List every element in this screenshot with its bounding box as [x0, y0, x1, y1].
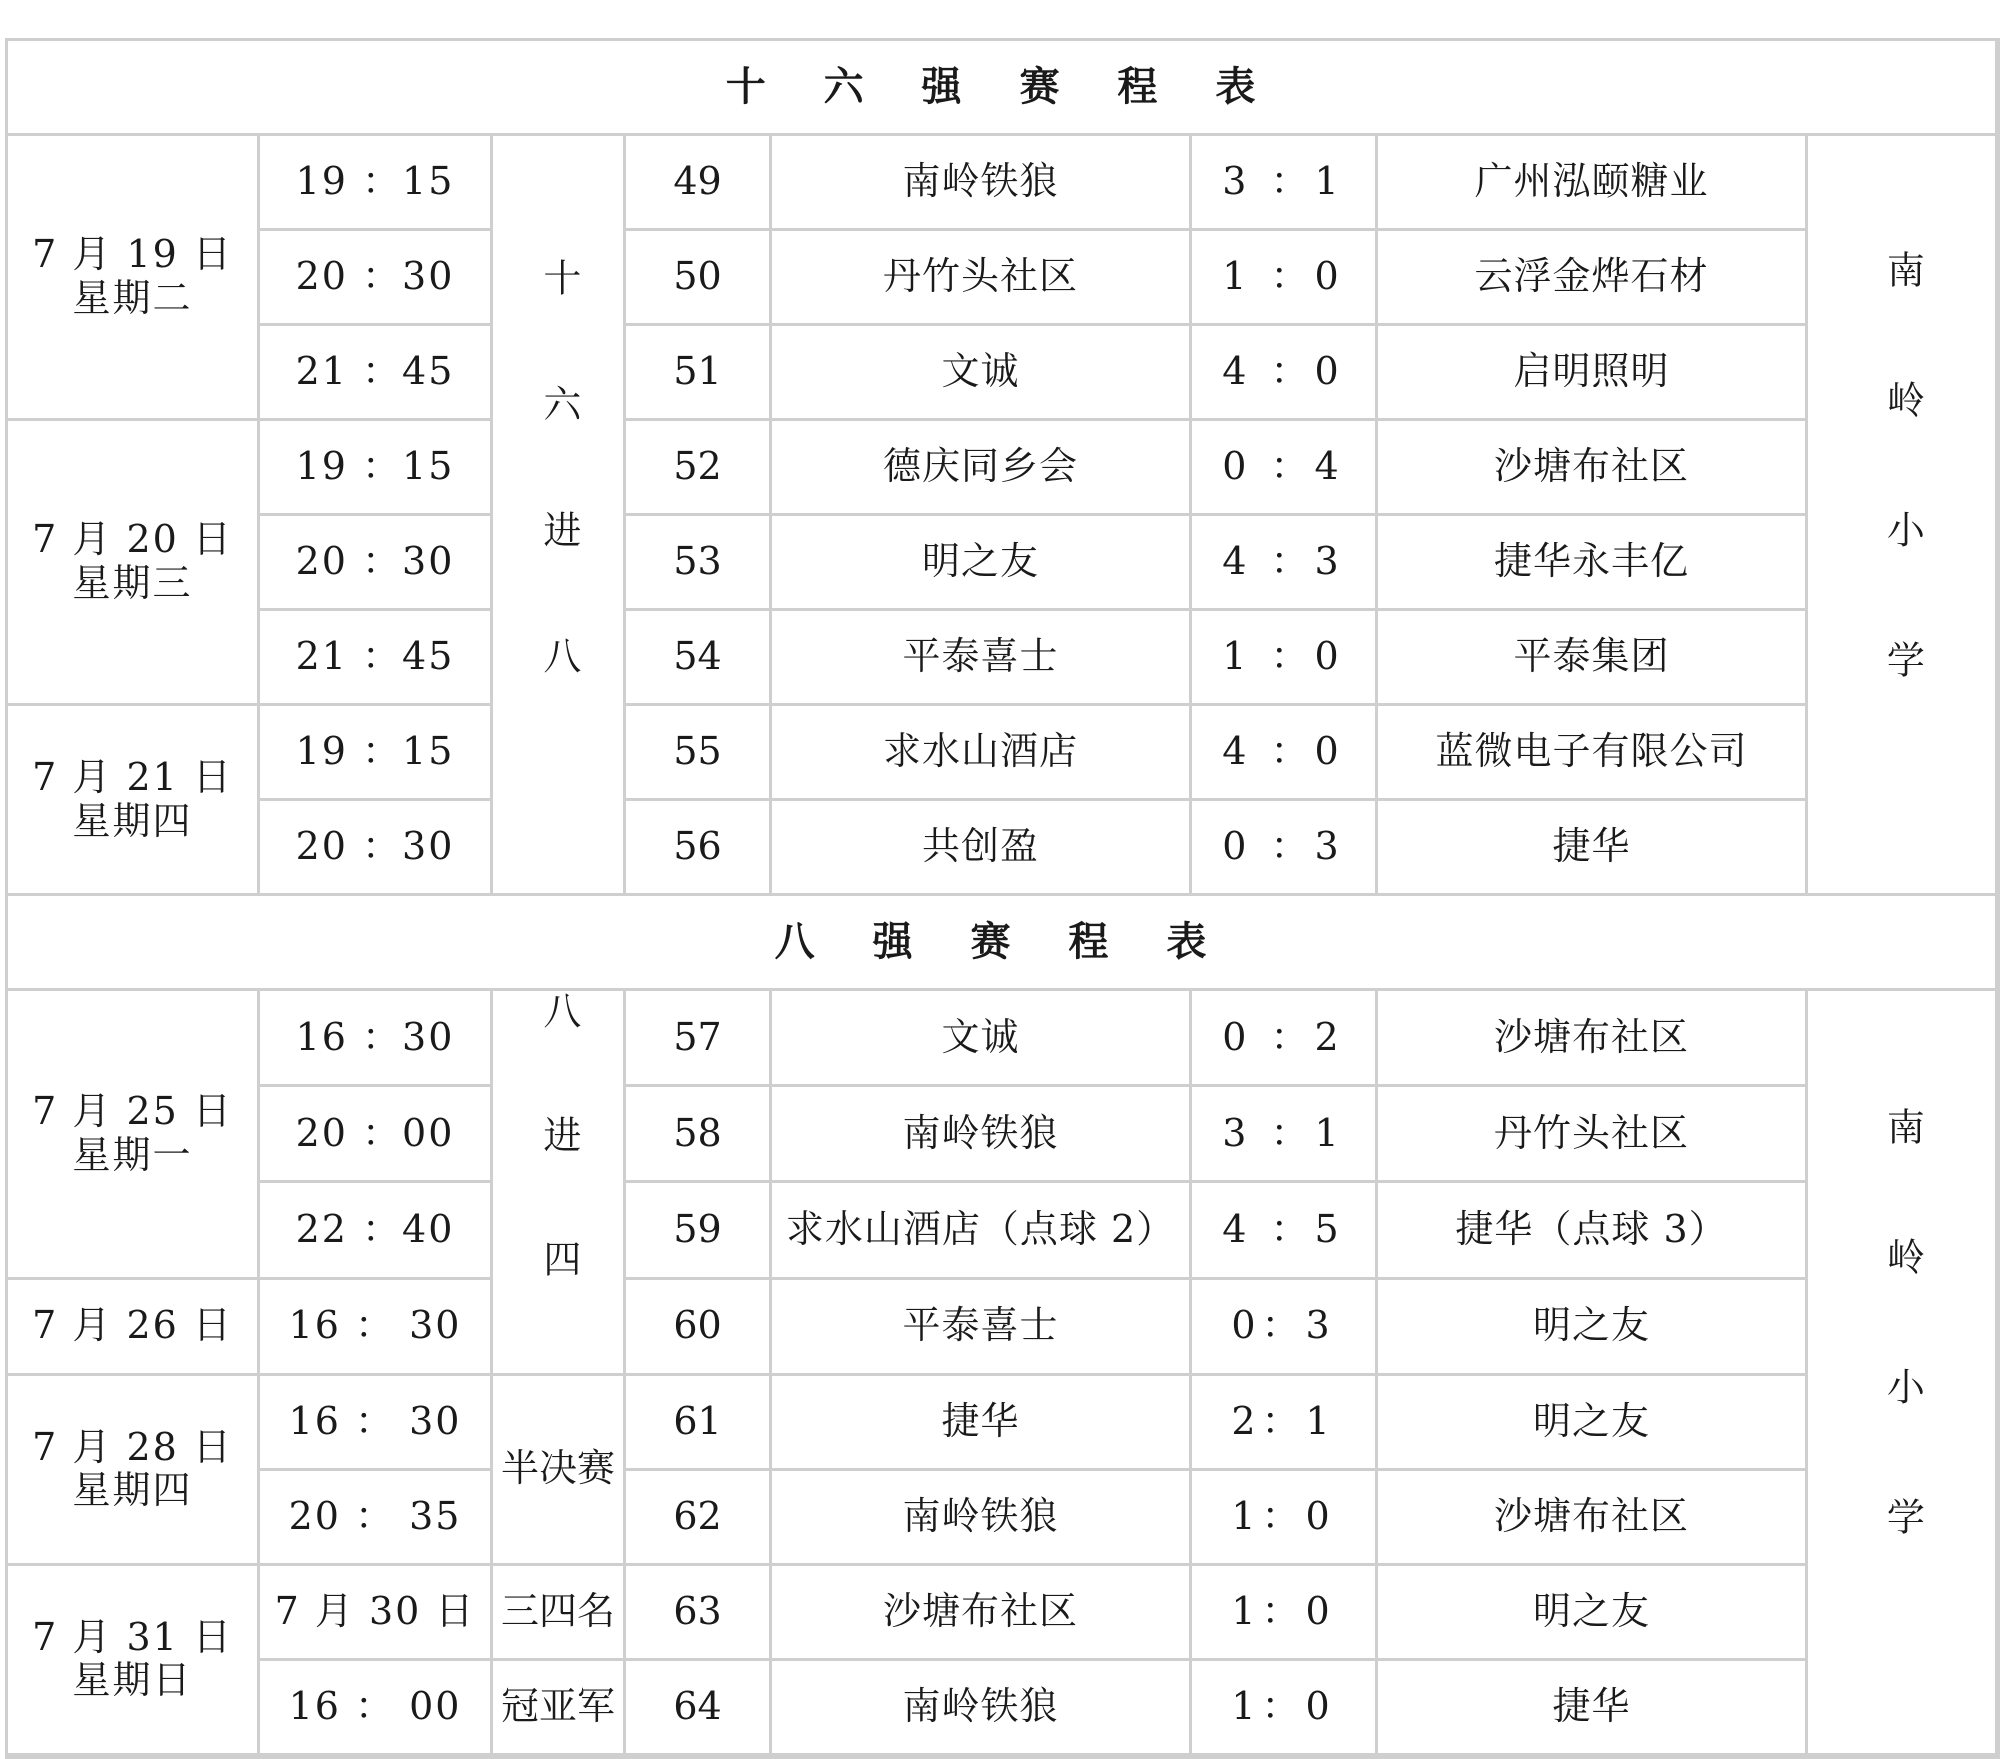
away-team: 明之友: [1378, 1376, 1808, 1471]
table-row: [8, 1376, 1998, 1471]
match-time: 16 ：30: [260, 991, 493, 1087]
match-number: 63: [626, 1566, 772, 1661]
venue-label: 南岭小学: [1880, 1107, 1925, 1627]
match-number: 58: [626, 1087, 772, 1183]
match-number: 49: [626, 136, 772, 231]
home-team: 明之友: [772, 516, 1192, 611]
table-row: [8, 421, 1998, 516]
date-cell: [8, 1566, 260, 1756]
away-team: 明之友: [1378, 1566, 1808, 1661]
stage-label: 半决赛: [493, 1376, 626, 1566]
table-row: [8, 611, 1998, 706]
date-label: 7 月 28 日: [32, 1424, 233, 1469]
table-row: [8, 991, 1998, 1087]
match-time: 16 ： 30: [260, 1280, 493, 1376]
home-team: 文诚: [772, 991, 1192, 1087]
match-number: 51: [626, 326, 772, 421]
away-team: 启明照明: [1378, 326, 1808, 421]
match-score: 1：0: [1192, 1471, 1378, 1566]
match-score: 2：1: [1192, 1376, 1378, 1471]
match-time: 20 ：30: [260, 516, 493, 611]
match-score: 0：3: [1192, 1280, 1378, 1376]
date-label: 7 月 25 日: [32, 1089, 233, 1134]
away-team: 平泰集团: [1378, 611, 1808, 706]
weekday-label: 星期日: [72, 1658, 193, 1703]
venue-cell: [1808, 136, 1998, 896]
match-score: 1 ：0: [1192, 231, 1378, 326]
match-time: 19 ：15: [260, 706, 493, 801]
home-team: 求水山酒店（点球 2）: [772, 1183, 1192, 1279]
home-team: 南岭铁狼: [772, 1087, 1192, 1183]
away-team: 捷华: [1378, 801, 1808, 896]
home-team: 南岭铁狼: [772, 1661, 1192, 1756]
stage-label: 三四名: [493, 1566, 626, 1661]
match-time: 16 ： 30: [260, 1376, 493, 1471]
date-label: 7 月 20 日: [32, 517, 233, 562]
weekday-label: 星期三: [72, 561, 193, 605]
date-cell: [8, 991, 260, 1280]
match-score: 1：0: [1192, 1566, 1378, 1661]
weekday-label: 星期二: [72, 276, 193, 320]
venue-label: 南岭小学: [1880, 249, 1925, 770]
match-number: 64: [626, 1661, 772, 1756]
table-row: [8, 1183, 1998, 1279]
home-team: 南岭铁狼: [772, 1471, 1192, 1566]
venue-cell: [1808, 991, 1998, 1756]
match-score: 4 ：0: [1192, 326, 1378, 421]
match-number: 61: [626, 1376, 772, 1471]
match-score: 4 ：3: [1192, 516, 1378, 611]
table-row: [8, 1566, 1998, 1661]
match-score: 0 ：3: [1192, 801, 1378, 896]
stage-label: 冠亚军: [493, 1661, 626, 1756]
match-number: 56: [626, 801, 772, 896]
table-row: [8, 801, 1998, 896]
match-score: 3 ：1: [1192, 136, 1378, 231]
away-team: 云浮金烨石材: [1378, 231, 1808, 326]
weekday-label: 星期一: [72, 1132, 193, 1177]
away-team: 沙塘布社区: [1378, 1471, 1808, 1566]
weekday-label: 星期四: [72, 1468, 193, 1513]
home-team: 南岭铁狼: [772, 136, 1192, 231]
match-number: 57: [626, 991, 772, 1087]
date-cell: [8, 706, 260, 896]
home-team: 文诚: [772, 326, 1192, 421]
stage-label: 十六进八: [536, 257, 581, 762]
match-time: 16 ： 00: [260, 1661, 493, 1756]
match-score: 4 ：0: [1192, 706, 1378, 801]
away-team: 蓝微电子有限公司: [1378, 706, 1808, 801]
away-team: 捷华（点球 3）: [1378, 1183, 1808, 1279]
away-team: 沙塘布社区: [1378, 991, 1808, 1087]
home-team: 德庆同乡会: [772, 421, 1192, 516]
away-team: 捷华永丰亿: [1378, 516, 1808, 611]
match-time: 20 ：30: [260, 801, 493, 896]
away-team: 沙塘布社区: [1378, 421, 1808, 516]
match-number: 60: [626, 1280, 772, 1376]
match-time: 7 月 30 日: [260, 1566, 493, 1661]
match-score: 1：0: [1192, 1661, 1378, 1756]
table-row: [8, 1280, 1998, 1376]
schedule-sheet: [5, 38, 2000, 1759]
match-time: 21 ：45: [260, 611, 493, 706]
away-team: 捷华: [1378, 1661, 1808, 1756]
date-label: 7 月 31 日: [32, 1614, 233, 1659]
table-row: [8, 326, 1998, 421]
table-row: [8, 1661, 1998, 1756]
away-team: 明之友: [1378, 1280, 1808, 1376]
match-score: 4 ：5: [1192, 1183, 1378, 1279]
home-team: 丹竹头社区: [772, 231, 1192, 326]
date-cell: [8, 1376, 260, 1566]
match-number: 53: [626, 516, 772, 611]
date-cell: [8, 1280, 260, 1376]
table-row: [8, 1471, 1998, 1566]
away-team: 广州泓颐糖业: [1378, 136, 1808, 231]
weekday-label: 星期四: [72, 798, 193, 843]
home-team: 共创盈: [772, 801, 1192, 896]
home-team: 捷华: [772, 1376, 1192, 1471]
home-team: 沙塘布社区: [772, 1566, 1192, 1661]
match-time: 20 ： 35: [260, 1471, 493, 1566]
stage-cell: [493, 991, 626, 1376]
match-score: 3 ：1: [1192, 1087, 1378, 1183]
date-label: 7 月 19 日: [32, 232, 233, 277]
table-row: [8, 231, 1998, 326]
home-team: 平泰喜士: [772, 611, 1192, 706]
match-time: 20 ：30: [260, 231, 493, 326]
table-row: [8, 706, 1998, 801]
match-number: 54: [626, 611, 772, 706]
table-row: [8, 1087, 1998, 1183]
match-time: 19 ：15: [260, 136, 493, 231]
stage-cell: [493, 136, 626, 896]
home-team: 平泰喜士: [772, 1280, 1192, 1376]
away-team: 丹竹头社区: [1378, 1087, 1808, 1183]
date-cell: [8, 421, 260, 706]
table-row: [8, 516, 1998, 611]
match-time: 22 ：40: [260, 1183, 493, 1279]
round16-title: 十 六 强 赛 程 表: [8, 41, 1998, 136]
table-row: [8, 136, 1998, 231]
match-score: 1 ：0: [1192, 611, 1378, 706]
date-cell: [8, 136, 260, 421]
date-label: 7 月 26 日: [32, 1303, 233, 1348]
match-time: 19 ：15: [260, 421, 493, 516]
match-number: 50: [626, 231, 772, 326]
round8-title: 八 强 赛 程 表: [8, 896, 1998, 991]
date-label: 7 月 21 日: [32, 754, 233, 799]
match-score: 0 ：2: [1192, 991, 1378, 1087]
match-time: 21 ：45: [260, 326, 493, 421]
match-number: 62: [626, 1471, 772, 1566]
match-number: 55: [626, 706, 772, 801]
match-time: 20 ：00: [260, 1087, 493, 1183]
home-team: 求水山酒店: [772, 706, 1192, 801]
stage-label: 八进四: [536, 991, 581, 1363]
match-score: 0 ：4: [1192, 421, 1378, 516]
match-number: 59: [626, 1183, 772, 1279]
match-number: 52: [626, 421, 772, 516]
schedule-table: [5, 38, 2000, 1759]
